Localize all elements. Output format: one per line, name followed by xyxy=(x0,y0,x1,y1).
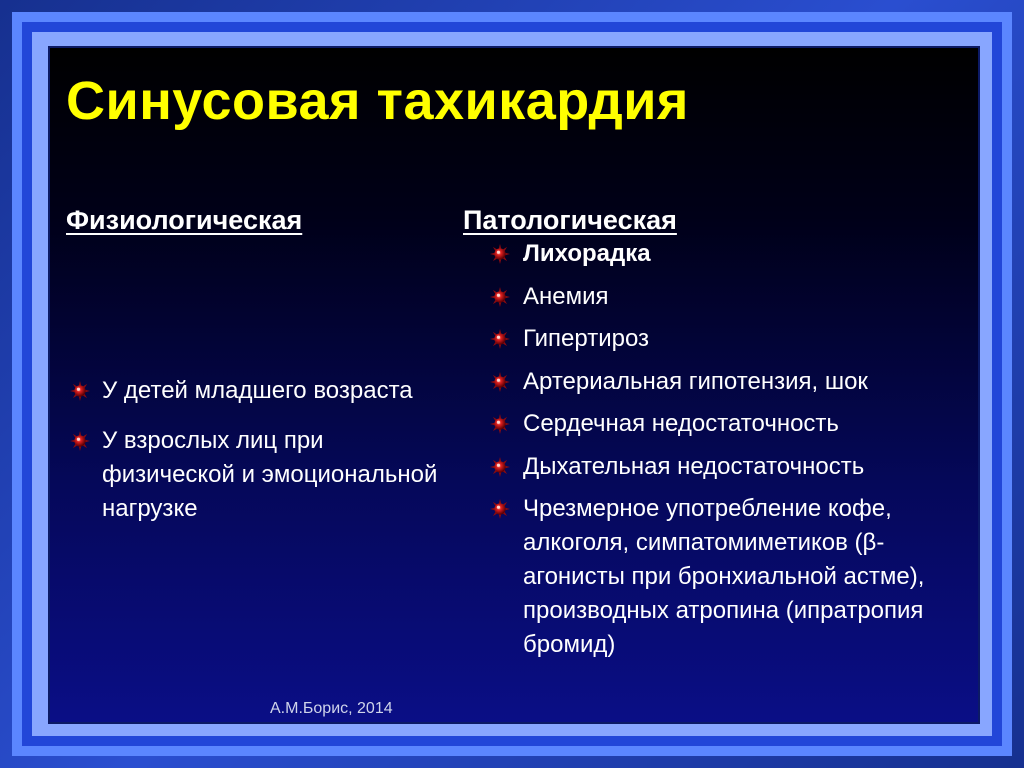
list-item xyxy=(490,492,970,662)
red-starburst-bullet-icon xyxy=(490,244,510,264)
list-item-text: Гипертироз xyxy=(523,325,650,352)
physiological-heading: Физиологическая xyxy=(66,205,303,235)
list-item xyxy=(70,374,460,408)
list-item-text: У взрослых лиц при физической и эмоциональной нагрузке xyxy=(102,427,438,522)
red-starburst-bullet-icon xyxy=(490,287,510,307)
pathological-heading: Патологическая xyxy=(463,205,677,235)
list-item-text: Лихорадка xyxy=(523,240,651,267)
author-footer: А.М.Борис, 2014 xyxy=(270,700,393,717)
red-starburst-bullet-icon xyxy=(490,329,510,349)
list-item xyxy=(490,280,970,314)
list-item-text: Артериальная гипотензия, шок xyxy=(523,367,868,395)
red-starburst-bullet-icon xyxy=(490,499,510,519)
slide-title: Синусовая тахикардия xyxy=(66,71,689,131)
list-item-text: У детей младшего возраста xyxy=(102,377,413,404)
red-starburst-bullet-icon xyxy=(70,381,90,401)
list-item xyxy=(490,237,970,271)
list-item xyxy=(490,407,970,441)
list-item xyxy=(70,424,460,526)
slide xyxy=(48,46,980,724)
physiological-list xyxy=(70,374,460,542)
red-starburst-bullet-icon xyxy=(70,431,90,451)
pathological-list xyxy=(490,237,970,671)
list-item-text: Дыхательная недостаточность xyxy=(523,452,865,480)
red-starburst-bullet-icon xyxy=(490,457,510,477)
list-item xyxy=(490,322,970,356)
list-item-text: Чрезмерное употребление кофе, алкоголя, симпатомиметиков (β-агонисты при бронхиальной астме), производных атропина (ипратропия бромид) xyxy=(523,495,925,658)
list-item-text: Сердечная недостаточность xyxy=(523,410,839,437)
red-starburst-bullet-icon xyxy=(490,414,510,434)
red-starburst-bullet-icon xyxy=(490,372,510,392)
list-item xyxy=(490,450,970,484)
list-item xyxy=(490,365,970,399)
list-item-text: Анемия xyxy=(523,282,609,310)
